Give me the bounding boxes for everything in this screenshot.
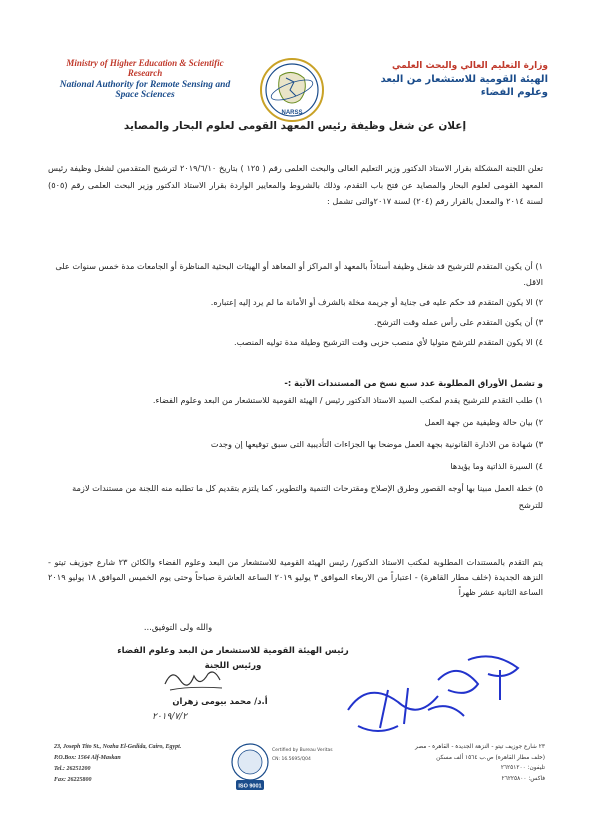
condition-item: ٣) أن يكون المتقدم على رأس عمله وقت الترشح.: [373, 317, 543, 327]
page-footer: [40, 742, 555, 812]
cert-info: [272, 746, 342, 764]
document-item: ١) طلب التقدم للترشيح يقدم لمكتب السيد الاستاذ الدكتور رئيس / الهيئة القومية للاستشعار من البعد وعلوم الفضاء.: [152, 395, 543, 405]
handwritten-signature: [160, 662, 230, 696]
header-english: [52, 58, 238, 100]
closing-line: والله ولى التوفيق...: [143, 622, 213, 632]
document-item: ٤) السيرة الذاتية وما يؤيدها: [450, 461, 543, 471]
footer-address-en: [54, 742, 204, 786]
footer-address-line: (خلف مطار القاهرة) ص.ب ١٥٦٤ ألف مسكن: [436, 754, 545, 761]
iso-label: ISO 9001: [238, 783, 262, 790]
submission-paragraph: يتم التقدم بالمستندات المطلوبة لمكتب الاستاذ الدكتور/ رئيس الهيئة القومية للاستشعار من البعد وعلوم الفضاء والكائن ٢٣ شارع جوزيف تيتو - النزهة الجديدة (خلف مطار القاهرة) - اعتباراً من الاربعاء الموافق ٣ يوليو ٢٠١٩ الساعة العاشرة صباحاً وحتى يوم الخميس الموافق ١٨ يوليو ٢٠١٩ الساعة الثانية عشر ظهراً: [48, 557, 543, 597]
signatory-name: أ.د/ محمد بيومى زهران: [172, 696, 268, 706]
condition-item: ٤) الا يكون المتقدم للترشح متوليا لأي منصب حزبى وقت الترشيح وطيلة مدة توليه المنصب.: [233, 337, 543, 347]
documents-heading: و تشمل الأوراق المطلوبة عدد سبع نسخ من المستندات الآتية :-: [284, 378, 543, 388]
iso-certification-seal: [230, 742, 270, 794]
signatory-committee: ورئيس اللجنة: [204, 661, 262, 671]
logo-text: NARSS: [281, 110, 303, 116]
document-item: ٢) بيان حالة وظيفية من جهة العمل: [424, 417, 543, 427]
footer-tel: Tel.: 26251200: [54, 766, 91, 772]
footer-fax: فاكس: ٢٦٢٢٥٨٠٠: [501, 775, 545, 782]
cert-number: CN: 16.5695/Q04: [272, 757, 311, 762]
narss-logo: [258, 56, 326, 124]
footer-address-line: 23, Joseph Tito St., Nozha El-Gedida, Cairo, Egypt.: [54, 744, 182, 750]
signatory-position: رئيس الهيئة القومية للاستشعار من البعد وعلوم الفضاء: [117, 646, 349, 656]
authority-name-ar: الهيئة القومية للاستشعار من البعد وعلوم الفضاء: [380, 74, 548, 98]
condition-item: ١) أن يكون المتقدم للترشيح قد شغل وظيفة أستاذاً بالمعهد أو المراكز أو المعاهد أو الهيئات البحثية المناظرة أو الجامعات مدة خمس سنوات على الاقل.: [55, 261, 543, 287]
page-title: إعلان عن شغل وظيفة رئيس المعهد القومى لعلوم البحار والمصايد: [123, 120, 467, 132]
footer-address-line: P.O.Box: 1564 Alf-Maskan: [54, 755, 121, 761]
footer-address-ar: [385, 742, 545, 784]
document-item: ٥) خطة العمل مبينا بها أوجه القصور وطرق الإصلاح ومقترحات التنمية والتطوير، كما يلتزم بتقديم كل ما تطلبه منه اللجنة من مستندات لازمة للترشح: [72, 483, 543, 510]
header-arabic: [378, 60, 548, 99]
ministry-name-ar: وزارة التعليم العالي والبحث العلمي: [391, 61, 548, 71]
handwritten-date: ٢٠١٩/٧/٢: [152, 712, 188, 722]
footer-tel: تليفون: ٢٦٢٥١٢٠٠: [500, 765, 545, 771]
document-item: ٣) شهادة من الادارة القانونية بجهة العمل موضحا بها الجزاءات التأديبية التى سبق توقيعها إن وجدت: [210, 439, 543, 449]
conditions-list: [48, 258, 543, 354]
condition-item: ٢) الا يكون المتقدم قد حكم عليه فى جناية أو جريمة مخلة بالشرف أو الأمانة ما لم يرد إليه إعتباره.: [210, 297, 543, 307]
intro-paragraph: تعلن اللجنة المشكلة بقرار الاستاذ الدكتور وزير التعليم العالى والبحث العلمى رقم ( ١٢٥ ) بتاريخ ٢٠١٩/٦/١٠ لترشيح المتقدمين لشغل وظيفة رئيس المعهد القومى لعلوم البحار والمصايد عن فتح باب التقدم، وذلك بالشروط والمعايير الواردة بقرار الاستاذ الدكتور وزير البحث العلمى رقم (٥٠٥) لسنة ٢٠١٤ والمعدل بالقرار رقم (٢٠٤) لسنة ٢٠١٧والتى تشمل :: [48, 163, 543, 206]
footer-fax: Fax: 26225800: [54, 777, 92, 783]
ministry-name-en: Ministry of Higher Education & Scientific Research: [66, 58, 224, 78]
documents-list: [48, 392, 543, 519]
authority-name-en: National Authority for Remote Sensing and Space Sciences: [59, 80, 231, 100]
blue-handwritten-note: [318, 640, 538, 740]
cert-body: Certified by Bureau Veritas: [272, 748, 333, 753]
footer-address-line: ٢٣ شارع جوزيف تيتو - النزهة الجديدة - القاهرة - مصر: [415, 744, 545, 750]
